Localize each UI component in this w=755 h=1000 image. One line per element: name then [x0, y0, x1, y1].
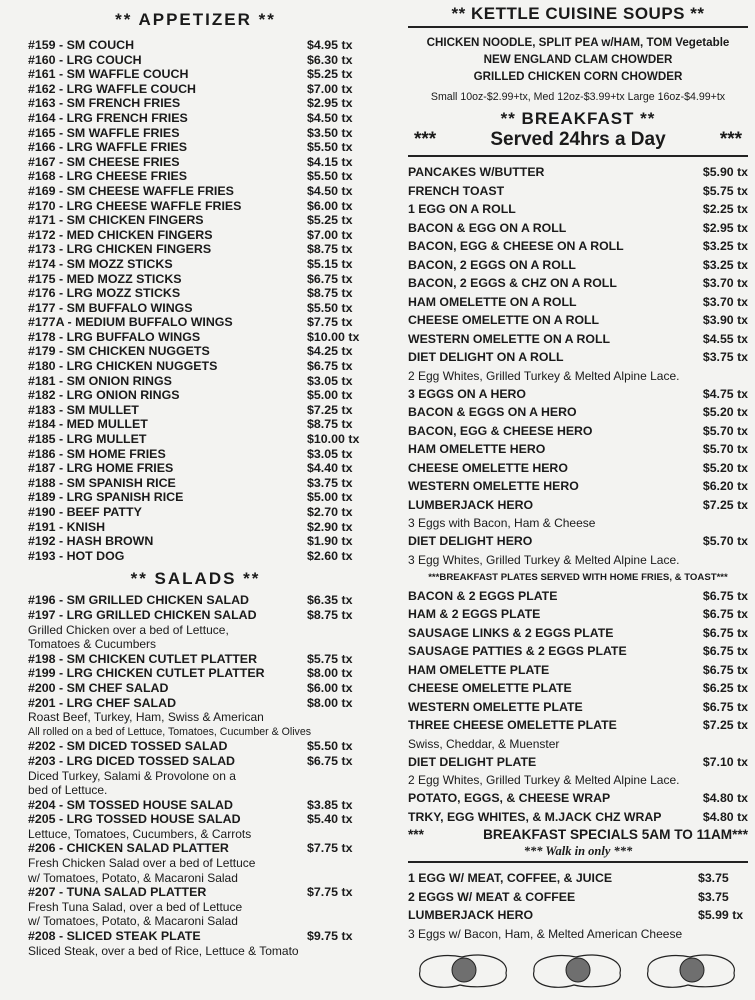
menu-item-name: #181 - SM ONION RINGS [28, 373, 172, 388]
menu-item [28, 461, 363, 476]
menu-item-name: BACON & EGG ON A ROLL [408, 220, 567, 235]
breakfast-divider [408, 155, 748, 157]
menu-item [408, 256, 748, 275]
menu-item [28, 534, 363, 549]
menu-item-name: #192 - HASH BROWN [28, 534, 154, 549]
menu-item [28, 652, 363, 667]
menu-item-name: BACON, 2 EGGS & CHZ ON A ROLL [408, 276, 617, 290]
soup-item: NEW ENGLAND CLAM CHOWDER [483, 53, 673, 66]
menu-item [28, 286, 363, 301]
menu-item [408, 906, 748, 925]
menu-item-name: #163 - SM FRENCH FRIES [28, 96, 181, 111]
menu-item-price: $5.90 tx [702, 165, 748, 179]
menu-item-name: BACON & EGGS ON A HERO [408, 405, 577, 419]
menu-item-name: DIET DELIGHT ON A ROLL [408, 350, 564, 364]
specials-title-text: BREAKFAST SPECIALS 5AM TO 11AM*** [483, 827, 748, 842]
menu-item [408, 330, 748, 349]
menu-item-name: #168 - LRG CHEESE FRIES [28, 169, 188, 184]
menu-item-price: $7.10 tx [702, 754, 748, 769]
menu-item-price: $6.75 tx [702, 625, 748, 640]
menu-item-price: $10.00 tx [307, 329, 360, 344]
menu-item-description: w/ Tomatoes, Potato, & Macaroni Salad [28, 870, 238, 885]
right-column [408, 0, 748, 991]
menu-item-name: #205 - LRG TOSSED HOUSE SALAD [28, 812, 241, 827]
menu-item [408, 311, 748, 330]
menu-item-price: $5.00 tx [307, 388, 353, 403]
menu-item [408, 385, 748, 404]
menu-item [28, 608, 363, 623]
menu-item [28, 388, 363, 403]
specials-stars: *** [408, 827, 424, 842]
menu-item-price: $9.75 tx [307, 929, 353, 944]
menu-item [28, 140, 363, 155]
menu-item-name: #166 - LRG WAFFLE FRIES [28, 140, 188, 155]
menu-item-name: #183 - SM MULLET [28, 402, 139, 417]
menu-item [28, 549, 363, 564]
fried-egg-icon [528, 949, 628, 991]
menu-item-price: $6.00 tx [307, 680, 353, 695]
menu-item-name: #180 - LRG CHICKEN NUGGETS [28, 359, 218, 374]
menu-item-name: #188 - SM SPANISH RICE [28, 475, 176, 490]
menu-item-name: #162 - LRG WAFFLE COUCH [28, 81, 196, 96]
menu-item [28, 315, 363, 330]
menu-item-name: #200 - SM CHEF SALAD [28, 680, 169, 695]
menu-item-description: Grilled Chicken over a bed of Lettuce, [28, 622, 229, 637]
menu-item [28, 82, 363, 97]
menu-item-name: 2 EGGS W/ MEAT & COFFEE [408, 889, 576, 904]
specials-list [408, 869, 748, 943]
menu-item-name: LUMBERJACK HERO [408, 497, 534, 512]
menu-item-price: $8.75 tx [307, 417, 353, 432]
menu-item [28, 754, 363, 769]
menu-item-price: $5.70 tx [702, 442, 748, 456]
menu-item [28, 374, 363, 389]
specials-divider [408, 861, 748, 863]
menu-item [408, 888, 748, 907]
breakfast-subtitle [408, 129, 748, 151]
menu-item-name: #203 - LRG DICED TOSSED SALAD [28, 753, 236, 768]
menu-item-name: #169 - SM CHEESE WAFFLE FRIES [28, 183, 234, 198]
menu-item-price: $7.75 tx [307, 841, 353, 856]
menu-item-price: $5.25 tx [307, 213, 353, 228]
menu-item [28, 417, 363, 432]
menu-item-price: $5.50 tx [307, 140, 353, 155]
menu-item-description: Sliced Steak, over a bed of Rice, Lettuce & Tomato [28, 943, 299, 958]
menu-item [28, 696, 363, 711]
menu-item-name: #172 - MED CHICKEN FINGERS [28, 227, 213, 242]
menu-item-price: $5.50 tx [307, 169, 353, 184]
menu-item-name: #207 - TUNA SALAD PLATTER [28, 885, 207, 900]
menu-item-description: Fresh Chicken Salad over a bed of Lettuce [28, 856, 256, 871]
menu-item [408, 753, 748, 772]
menu-item-price: $3.75 tx [702, 350, 748, 364]
menu-item-description: Roast Beef, Turkey, Ham, Swiss & American [28, 710, 264, 725]
menu-item-price: $7.25 tx [702, 497, 748, 512]
salads-title: ** SALADS ** [130, 569, 261, 589]
menu-item [408, 459, 748, 478]
plates-header: ***BREAKFAST PLATES SERVED WITH HOME FRIES, & TOAST*** [428, 571, 728, 583]
menu-item [28, 67, 363, 82]
menu-item-name: #186 - SM HOME FRIES [28, 446, 166, 461]
menu-item-price: $1.90 tx [307, 534, 353, 549]
menu-item-name: LUMBERJACK HERO [408, 908, 534, 922]
menu-item-description: Tomatoes & Cucumbers [28, 637, 157, 652]
menu-item-price: $4.50 tx [307, 110, 353, 125]
menu-item-price: $10.00 tx [307, 432, 360, 447]
menu-item-price: $3.70 tx [702, 294, 748, 309]
menu-item [408, 587, 748, 606]
menu-item-name: #160 - LRG COUCH [28, 52, 142, 67]
menu-item-price: $2.95 tx [307, 96, 353, 111]
menu-item-price: $7.25 tx [307, 402, 353, 417]
menu-item [28, 96, 363, 111]
menu-item-price: $4.75 tx [702, 386, 748, 401]
menu-item-name: #187 - LRG HOME FRIES [28, 461, 174, 476]
menu-item [28, 169, 363, 184]
menu-item [28, 812, 363, 827]
menu-item [28, 403, 363, 418]
menu-item [28, 242, 363, 257]
menu-item-price: $4.80 tx [702, 809, 748, 824]
menu-item [408, 532, 748, 551]
egg-illustrations [408, 949, 748, 991]
menu-item [408, 293, 748, 312]
menu-item-name: CHEESE OMELETTE PLATE [408, 681, 572, 695]
menu-item [28, 490, 363, 505]
menu-item [408, 182, 748, 201]
menu-item-price: $6.25 tx [702, 681, 748, 695]
menu-item [408, 716, 748, 735]
menu-item-name: SAUSAGE LINKS & 2 EGGS PLATE [408, 625, 614, 640]
menu-item-name: #177A - MEDIUM BUFFALO WINGS [28, 315, 233, 330]
menu-item-name: WESTERN OMELETTE HERO [408, 479, 579, 493]
soups-title: ** KETTLE CUISINE SOUPS ** [451, 4, 705, 23]
menu-item [408, 624, 748, 643]
menu-item [28, 257, 363, 272]
menu-item-name: POTATO, EGGS, & CHEESE WRAP [408, 791, 611, 805]
menu-item [28, 301, 363, 316]
menu-item [408, 477, 748, 496]
soup-item: CHICKEN NOODLE, SPLIT PEA w/HAM, TOM Vegetable [426, 36, 730, 49]
menu-item-description: Diced Turkey, Salami & Provolone on a [28, 768, 236, 783]
menu-item [28, 344, 363, 359]
menu-item-price: $6.35 tx [307, 593, 353, 608]
menu-item-name: CHEESE OMELETTE ON A ROLL [408, 313, 600, 327]
menu-item-price: $3.50 tx [307, 125, 353, 140]
menu-item-name: #199 - LRG CHICKEN CUTLET PLATTER [28, 666, 265, 681]
menu-item-price: $3.70 tx [702, 276, 748, 290]
menu-item-name: #159 - SM COUCH [28, 38, 135, 52]
left-column [28, 0, 363, 958]
menu-item-price: $8.75 tx [307, 242, 353, 257]
menu-item [28, 126, 363, 141]
menu-item [28, 111, 363, 126]
menu-item-price: $3.05 tx [307, 446, 353, 461]
menu-item-description: w/ Tomatoes, Potato, & Macaroni Salad [28, 914, 238, 929]
menu-item-price: $6.75 tx [307, 271, 353, 286]
menu-item-name: HAM OMELETTE PLATE [408, 662, 550, 677]
breakfast-list [408, 163, 748, 826]
menu-item-name: BACON & 2 EGGS PLATE [408, 588, 558, 603]
menu-item-name: 1 EGG W/ MEAT, COFFEE, & JUICE [408, 871, 613, 885]
menu-item [28, 228, 363, 243]
menu-item-price: $5.50 tx [307, 739, 353, 754]
menu-item-price: $4.50 tx [307, 183, 353, 198]
menu-item [28, 155, 363, 170]
menu-item-price: $3.75 tx [307, 475, 353, 490]
menu-item-name: HAM OMELETTE HERO [408, 442, 546, 456]
menu-item [28, 432, 363, 447]
menu-item-price: $6.75 tx [702, 588, 748, 603]
menu-item [28, 199, 363, 214]
menu-item-name: #178 - LRG BUFFALO WINGS [28, 329, 201, 344]
menu-item-name: PANCAKES W/BUTTER [408, 165, 545, 179]
menu-item [28, 841, 363, 856]
menu-item-name: #171 - SM CHICKEN FINGERS [28, 213, 204, 228]
breakfast-subtitle-left: *** [414, 129, 437, 150]
menu-item-name: #164 - LRG FRENCH FRIES [28, 110, 188, 125]
menu-item-name: CHEESE OMELETTE HERO [408, 460, 568, 475]
menu-item [408, 200, 748, 219]
menu-item-price: $7.00 tx [307, 81, 353, 96]
menu-item-price: $8.00 tx [307, 695, 353, 710]
soup-sizes: Small 10oz-$2.99+tx, Med 12oz-$3.99+tx Large 16oz-$4.99+tx [430, 91, 726, 103]
menu-item [28, 330, 363, 345]
menu-item-name: #182 - LRG ONION RINGS [28, 388, 180, 403]
menu-item [408, 605, 748, 624]
menu-item-price: $2.95 tx [702, 220, 748, 235]
menu-item [408, 679, 748, 698]
menu-item-price: $2.90 tx [307, 519, 353, 534]
menu-item-price: $4.25 tx [307, 344, 353, 359]
menu-item-name: HAM OMELETTE ON A ROLL [408, 294, 577, 309]
menu-item-price: $3.25 tx [702, 239, 748, 253]
menu-item [408, 869, 748, 888]
menu-item-price: $5.15 tx [307, 256, 353, 271]
menu-item-description: bed of Lettuce. [28, 783, 108, 798]
menu-item-price: $8.00 tx [307, 666, 353, 681]
salads-list [28, 593, 363, 958]
menu-item-name: DIET DELIGHT PLATE [408, 754, 537, 769]
menu-item-name: 3 EGGS ON A HERO [408, 386, 526, 401]
menu-item-name: #174 - SM MOZZ STICKS [28, 256, 173, 271]
menu-item-price: $3.90 tx [702, 313, 748, 327]
menu-item [408, 642, 748, 661]
menu-item-price: $6.75 tx [702, 607, 748, 621]
menu-item-name: #198 - SM CHICKEN CUTLET PLATTER [28, 651, 258, 666]
menu-item-price: $6.75 tx [702, 644, 748, 658]
menu-item-name: #206 - CHICKEN SALAD PLATTER [28, 841, 229, 856]
menu-item-description: 3 Egg Whites, Grilled Turkey & Melted Alpine Lace. [408, 552, 680, 567]
menu-item [408, 348, 748, 367]
menu-item-price: $6.20 tx [702, 479, 748, 493]
menu-item-name: #196 - SM GRILLED CHICKEN SALAD [28, 593, 249, 608]
menu-item [408, 422, 748, 441]
menu-item-name: #185 - LRG MULLET [28, 432, 147, 447]
menu-item-price: $5.20 tx [702, 405, 748, 419]
menu-item-description: All rolled on a bed of Lettuce, Tomatoes, Cucumber & Olives [28, 725, 312, 738]
menu-item [28, 447, 363, 462]
menu-item [28, 476, 363, 491]
menu-item-price: $3.75 [698, 871, 729, 885]
menu-item-description: 2 Egg Whites, Grilled Turkey & Melted Alpine Lace. [408, 773, 680, 787]
menu-item-name: HAM & 2 EGGS PLATE [408, 607, 541, 621]
menu-item-price: $6.00 tx [307, 198, 353, 213]
menu-item [28, 520, 363, 535]
menu-item-name: BACON, 2 EGGS ON A ROLL [408, 257, 576, 272]
menu-item-name: #190 - BEEF PATTY [28, 505, 142, 519]
menu-item [28, 213, 363, 228]
menu-item-description: Swiss, Cheddar, & Muenster [408, 736, 560, 751]
menu-item-price: $2.25 tx [702, 202, 748, 216]
menu-item-name: #175 - MED MOZZ STICKS [28, 271, 182, 286]
menu-item-description: Fresh Tuna Salad, over a bed of Lettuce [28, 899, 243, 914]
menu-item [408, 163, 748, 182]
menu-item-price: $4.95 tx [307, 38, 353, 52]
menu-item-price: $7.25 tx [702, 718, 748, 732]
menu-item-price: $6.75 tx [307, 753, 353, 768]
breakfast-subtitle-center: Served 24hrs a Day [490, 129, 666, 150]
menu-item-name: THREE CHEESE OMELETTE PLATE [408, 718, 617, 732]
menu-item-price: $6.75 tx [702, 662, 748, 677]
breakfast-subtitle-right: *** [719, 129, 742, 150]
menu-item-price: $8.75 tx [307, 286, 353, 301]
menu-item-name: #208 - SLICED STEAK PLATE [28, 929, 201, 944]
soup-item: GRILLED CHICKEN CORN CHOWDER [473, 70, 683, 83]
menu-item-price: $8.75 tx [307, 607, 353, 622]
menu-item [28, 53, 363, 68]
menu-item [408, 237, 748, 256]
menu-item-name: FRENCH TOAST [408, 183, 505, 198]
menu-item [408, 274, 748, 293]
menu-item-price: $5.50 tx [307, 300, 353, 315]
menu-item-name: #191 - KNISH [28, 519, 106, 534]
menu-item-price: $3.75 [698, 889, 729, 904]
breakfast-title: ** BREAKFAST ** [500, 109, 656, 128]
menu-item-name: SAUSAGE PATTIES & 2 EGGS PLATE [408, 644, 627, 658]
menu-item-price: $3.85 tx [307, 797, 353, 812]
menu-item-price: $6.75 tx [307, 359, 353, 374]
menu-item [28, 593, 363, 608]
menu-item-name: #189 - LRG SPANISH RICE [28, 490, 184, 505]
menu-item [28, 184, 363, 199]
menu-item-description: 2 Egg Whites, Grilled Turkey & Melted Alpine Lace. [408, 368, 680, 383]
menu-item [28, 739, 363, 754]
menu-item [408, 219, 748, 238]
menu-item-price: $6.75 tx [702, 699, 748, 714]
menu-item-name: #204 - SM TOSSED HOUSE SALAD [28, 797, 233, 812]
appetizer-list [28, 38, 363, 563]
fried-egg-icon [642, 949, 742, 991]
menu-item-price: $2.60 tx [307, 548, 353, 563]
menu-item-name: #202 - SM DICED TOSSED SALAD [28, 739, 228, 754]
menu-item-name: BACON, EGG & CHEESE ON A ROLL [408, 239, 624, 253]
menu-item-name: #173 - LRG CHICKEN FINGERS [28, 242, 212, 257]
menu-item-name: DIET DELIGHT HERO [408, 534, 533, 548]
menu-item-name: WESTERN OMELETTE ON A ROLL [408, 331, 610, 346]
menu-item [408, 403, 748, 422]
menu-item [408, 808, 748, 827]
menu-item [28, 798, 363, 813]
menu-item-price: $5.70 tx [702, 534, 748, 548]
menu-item-description: 3 Eggs with Bacon, Ham & Cheese [408, 516, 596, 530]
menu-item-price: $5.20 tx [702, 460, 748, 475]
menu-item-price: $5.75 tx [702, 183, 748, 198]
soups-list [408, 34, 748, 85]
menu-item-price: $5.25 tx [307, 67, 353, 82]
menu-item-name: #170 - LRG CHEESE WAFFLE FRIES [28, 198, 242, 213]
menu-item [28, 929, 363, 944]
menu-item-name: 1 EGG ON A ROLL [408, 202, 516, 216]
menu-item-name: TRKY, EGG WHITES, & M.JACK CHZ WRAP [408, 809, 662, 824]
menu-item-price: $7.00 tx [307, 227, 353, 242]
fried-egg-icon [414, 949, 514, 991]
menu-item [28, 38, 363, 53]
menu-item [408, 698, 748, 717]
menu-item [28, 359, 363, 374]
menu-item-name: #165 - SM WAFFLE FRIES [28, 125, 180, 140]
menu-item-name: #177 - SM BUFFALO WINGS [28, 300, 193, 315]
menu-item-price: $3.25 tx [702, 257, 748, 272]
menu-item [408, 440, 748, 459]
menu-item-name: #197 - LRG GRILLED CHICKEN SALAD [28, 607, 257, 622]
menu-item [28, 681, 363, 696]
walk-in-note: *** Walk in only *** [523, 844, 633, 858]
menu-item-name: #193 - HOT DOG [28, 548, 125, 563]
menu-item [408, 661, 748, 680]
menu-item-name: #184 - MED MULLET [28, 417, 148, 432]
menu-item-price: $5.99 tx [698, 908, 744, 922]
menu-item-price: $4.80 tx [702, 791, 748, 805]
menu-item-description: 3 Eggs w/ Bacon, Ham, & Melted American Cheese [408, 926, 683, 941]
menu-item-name: #201 - LRG CHEF SALAD [28, 695, 177, 710]
menu-item-name: #167 - SM CHEESE FRIES [28, 154, 180, 169]
menu-item [408, 789, 748, 808]
menu-item-name: #176 - LRG MOZZ STICKS [28, 286, 181, 301]
menu-item-price: $3.05 tx [307, 373, 353, 388]
menu-item-description: Lettuce, Tomatoes, Cucumbers, & Carrots [28, 826, 252, 841]
menu-item-price: $5.75 tx [307, 651, 353, 666]
menu-item-name: WESTERN OMELETTE PLATE [408, 699, 583, 714]
menu-item [28, 272, 363, 287]
menu-item-price: $5.40 tx [307, 812, 353, 827]
soups-box [408, 26, 748, 103]
appetizer-title: ** APPETIZER ** [115, 10, 276, 29]
menu-item-name: #179 - SM CHICKEN NUGGETS [28, 344, 210, 359]
menu-item-price: $4.40 tx [307, 461, 353, 476]
menu-item-name: BACON, EGG & CHEESE HERO [408, 423, 593, 438]
menu-item-name: #161 - SM WAFFLE COUCH [28, 67, 189, 82]
menu-item-price: $5.70 tx [702, 423, 748, 438]
specials-title [408, 826, 748, 844]
menu-item-price: $2.70 tx [307, 505, 353, 519]
menu-item-price: $4.55 tx [702, 331, 748, 346]
menu-item-price: $7.75 tx [307, 315, 353, 330]
menu-item [28, 505, 363, 520]
menu-item-price: $4.15 tx [307, 154, 353, 169]
menu-item-price: $6.30 tx [307, 52, 353, 67]
menu-item-price: $5.00 tx [307, 490, 353, 505]
menu-item [28, 666, 363, 681]
menu-item-price: $7.75 tx [307, 885, 353, 900]
menu-item [408, 496, 748, 515]
menu-item [28, 885, 363, 900]
